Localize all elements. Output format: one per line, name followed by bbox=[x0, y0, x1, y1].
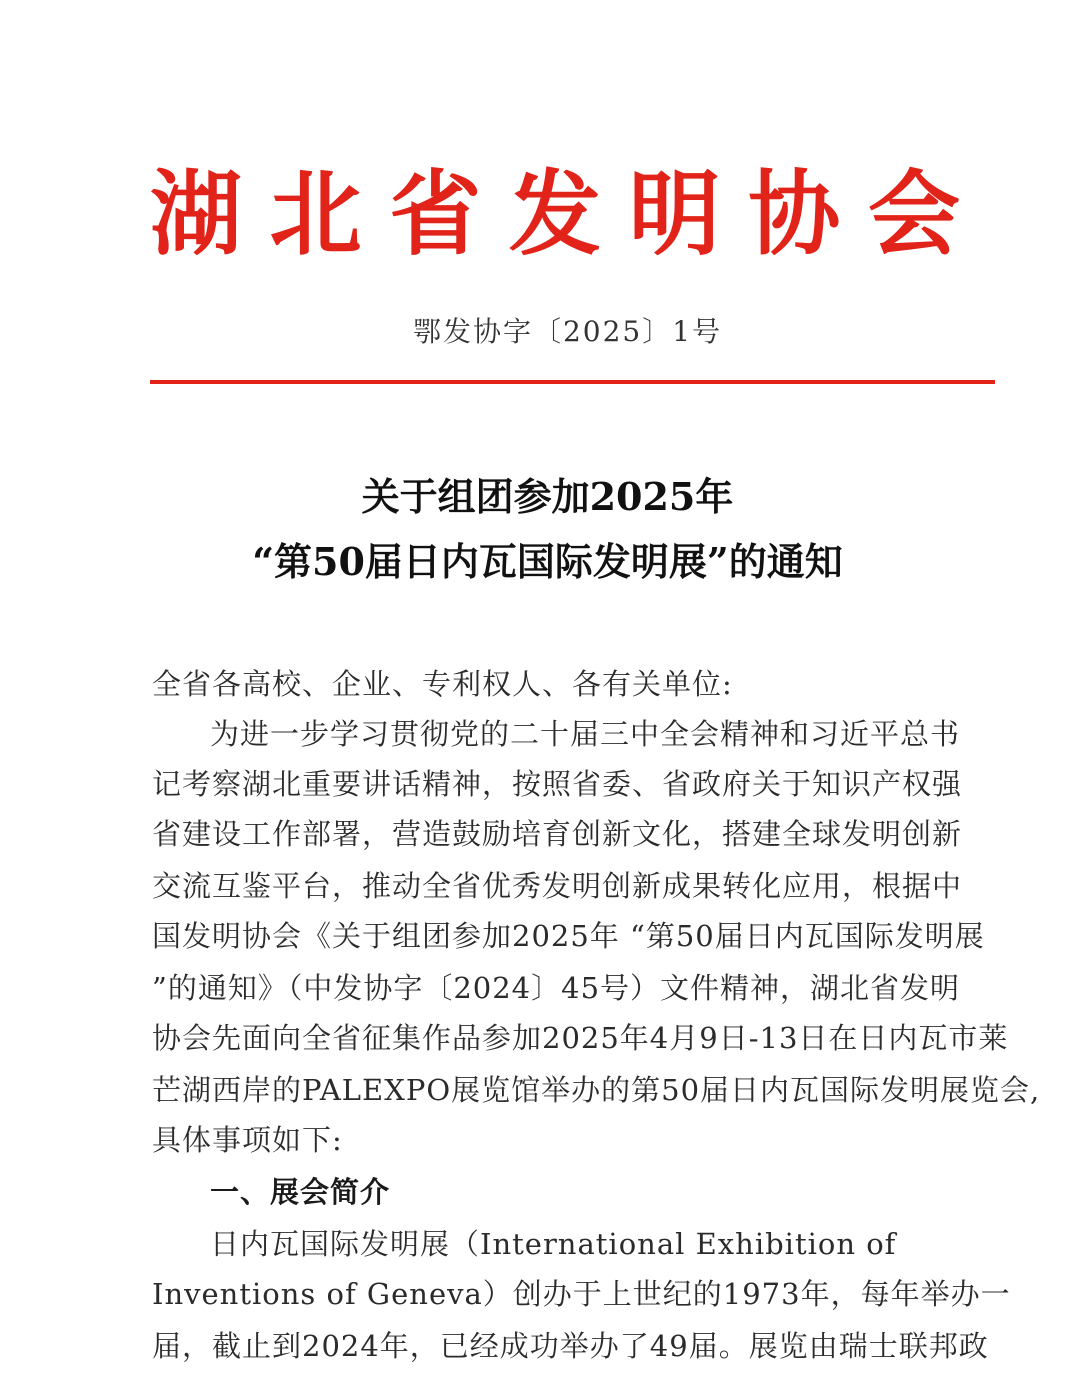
org-char: 省 bbox=[389, 161, 482, 268]
document-number: 鄂发协字〔2025〕1号 bbox=[412, 315, 723, 348]
paragraph-line: 协会先面向全省征集作品参加2025年4月9日-13日在日内瓦市莱 bbox=[152, 1021, 1009, 1055]
paragraph-line: 为进一步学习贯彻党的二十届三中全会精神和习近平总书 bbox=[210, 717, 961, 751]
paragraph-line: 届，截止到2024年，已经成功举办了49届。展览由瑞士联邦政 bbox=[152, 1329, 989, 1363]
org-char: 北 bbox=[269, 161, 362, 268]
org-char: 会 bbox=[867, 161, 960, 268]
paragraph-line: 记考察湖北重要讲话精神，按照省委、省政府关于知识产权强 bbox=[152, 767, 963, 801]
org-char: 明 bbox=[628, 161, 721, 268]
paragraph-line: 交流互鉴平台，推动全省优秀发明创新成果转化应用，根据中 bbox=[152, 869, 963, 903]
header-divider bbox=[150, 380, 995, 384]
notice-title-line-2: “第50届日内瓦国际发明展”的通知 bbox=[252, 539, 843, 584]
section-heading: 一、展会简介 bbox=[210, 1175, 391, 1209]
paragraph-line: 芒湖西岸的PALEXPO展览馆举办的第50届日内瓦国际发明展览会, bbox=[152, 1073, 1041, 1107]
paragraph-line: 日内瓦国际发明展（International Exhibition of bbox=[210, 1227, 897, 1261]
salutation: 全省各高校、企业、专利权人、各有关单位: bbox=[152, 667, 733, 701]
organization-header bbox=[150, 160, 960, 270]
paragraph-line: Inventions of Geneva）创办于上世纪的1973年，每年举办一 bbox=[152, 1277, 1011, 1311]
org-char: 发 bbox=[508, 161, 601, 268]
paragraph-line: 国发明协会《关于组团参加2025年 “第50届日内瓦国际发明展 bbox=[152, 919, 985, 953]
paragraph-line: ”的通知》（中发协字〔2024〕45号）文件精神，湖北省发明 bbox=[152, 971, 961, 1005]
paragraph-line: 省建设工作部署，营造鼓励培育创新文化，搭建全球发明创新 bbox=[152, 817, 963, 851]
paragraph-line: 具体事项如下: bbox=[152, 1123, 343, 1157]
org-char: 湖 bbox=[150, 161, 243, 268]
org-char: 协 bbox=[748, 161, 841, 268]
notice-title-line-1: 关于组团参加2025年 bbox=[361, 474, 734, 519]
